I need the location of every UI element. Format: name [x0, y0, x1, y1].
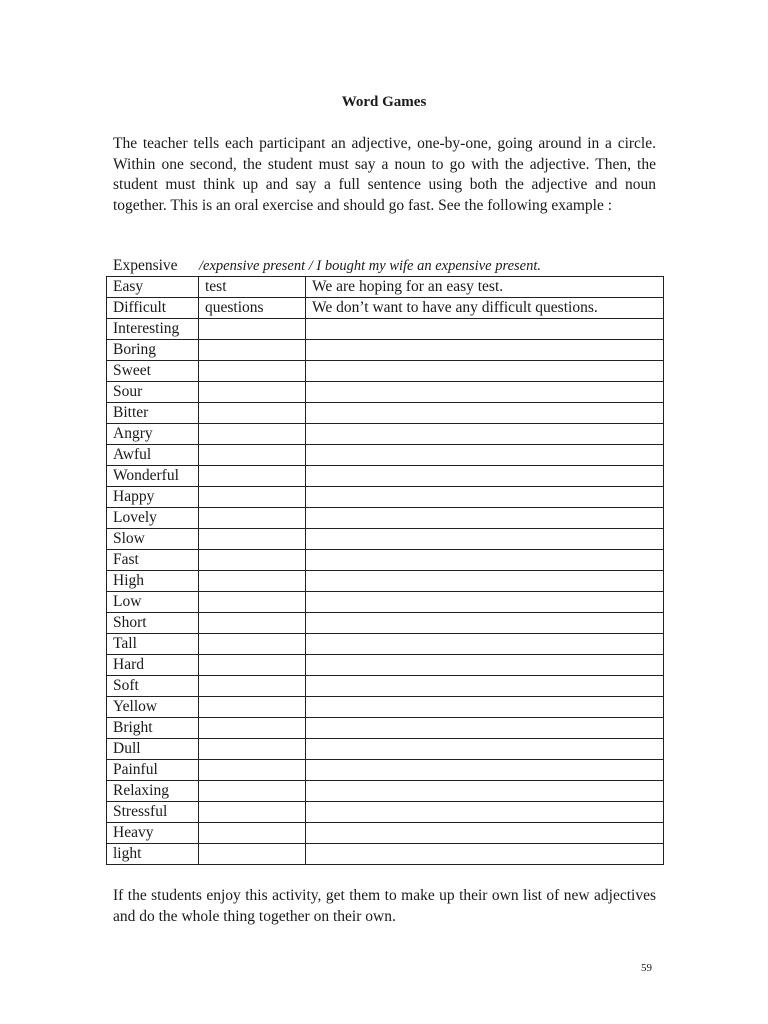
- adjective-cell: Heavy: [107, 823, 199, 844]
- table-row: [107, 529, 664, 550]
- adjective-cell: light: [107, 844, 199, 865]
- page-title: Word Games: [341, 94, 427, 110]
- adjective-cell: Low: [107, 592, 199, 613]
- sentence-cell: [306, 319, 664, 340]
- table-row: [107, 445, 664, 466]
- adjective-cell: Painful: [107, 760, 199, 781]
- noun-cell: [199, 613, 306, 634]
- table-row: [107, 424, 664, 445]
- table-row: [107, 466, 664, 487]
- noun-cell: [199, 760, 306, 781]
- table-row: [107, 739, 664, 760]
- table-row: [107, 382, 664, 403]
- noun-cell: [199, 697, 306, 718]
- table-row: [107, 718, 664, 739]
- noun-cell: questions: [199, 298, 306, 319]
- adjective-cell: High: [107, 571, 199, 592]
- sentence-cell: [306, 340, 664, 361]
- table-row: [107, 613, 664, 634]
- adjective-cell: Stressful: [107, 802, 199, 823]
- table-row: [107, 592, 664, 613]
- sentence-cell: [306, 424, 664, 445]
- adjective-cell: Short: [107, 613, 199, 634]
- noun-cell: [199, 466, 306, 487]
- table-row: [107, 403, 664, 424]
- table-row: [107, 277, 664, 298]
- table-row: [107, 844, 664, 865]
- noun-cell: [199, 361, 306, 382]
- sentence-cell: [306, 697, 664, 718]
- table-row: [107, 802, 664, 823]
- noun-cell: [199, 382, 306, 403]
- outro-paragraph: If the students enjoy this activity, get them to make up their own list of new adjectives and do the whole thing together on their own.: [113, 887, 656, 925]
- sentence-cell: [306, 634, 664, 655]
- adjective-cell: Wonderful: [107, 466, 199, 487]
- noun-cell: [199, 571, 306, 592]
- sentence-cell: [306, 445, 664, 466]
- table-row: [107, 655, 664, 676]
- sentence-cell: We don’t want to have any difficult questions.: [306, 298, 664, 319]
- table-row: [107, 823, 664, 844]
- noun-cell: [199, 487, 306, 508]
- noun-cell: [199, 676, 306, 697]
- adjective-cell: Tall: [107, 634, 199, 655]
- sentence-cell: [306, 613, 664, 634]
- example-line: [113, 256, 673, 276]
- noun-cell: [199, 445, 306, 466]
- sentence-cell: [306, 823, 664, 844]
- adjective-cell: Happy: [107, 487, 199, 508]
- sentence-cell: [306, 508, 664, 529]
- adjective-cell: Angry: [107, 424, 199, 445]
- sentence-cell: [306, 739, 664, 760]
- page-number: 59: [641, 962, 652, 974]
- table-row: [107, 760, 664, 781]
- sentence-cell: [306, 487, 664, 508]
- adjective-cell: Slow: [107, 529, 199, 550]
- noun-cell: [199, 802, 306, 823]
- noun-cell: [199, 592, 306, 613]
- table-row: [107, 361, 664, 382]
- table-row: [107, 508, 664, 529]
- noun-cell: [199, 718, 306, 739]
- noun-cell: [199, 508, 306, 529]
- example-text: /expensive present / I bought my wife an expensive present.: [199, 258, 541, 274]
- adjective-cell: Interesting: [107, 319, 199, 340]
- intro-paragraph: The teacher tells each participant an adjective, one-by-one, going around in a circle. Within one second, the student must say a noun to go with the adjective. Then, the student must think up and say a full sentence using both the adjective and noun together. This is an oral exercise and should go fast. See the following example :: [113, 135, 656, 214]
- table-row: [107, 298, 664, 319]
- adjective-table: [106, 276, 664, 865]
- sentence-cell: We are hoping for an easy test.: [306, 277, 664, 298]
- sentence-cell: [306, 781, 664, 802]
- adjective-cell: Bitter: [107, 403, 199, 424]
- noun-cell: [199, 529, 306, 550]
- noun-cell: [199, 739, 306, 760]
- table-row: [107, 634, 664, 655]
- adjective-cell: Fast: [107, 550, 199, 571]
- noun-cell: [199, 634, 306, 655]
- sentence-cell: [306, 466, 664, 487]
- adjective-cell: Sour: [107, 382, 199, 403]
- sentence-cell: [306, 361, 664, 382]
- noun-cell: [199, 655, 306, 676]
- noun-cell: [199, 319, 306, 340]
- sentence-cell: [306, 718, 664, 739]
- adjective-cell: Boring: [107, 340, 199, 361]
- table-row: [107, 487, 664, 508]
- table-row: [107, 571, 664, 592]
- noun-cell: [199, 424, 306, 445]
- sentence-cell: [306, 382, 664, 403]
- sentence-cell: [306, 844, 664, 865]
- adjective-cell: Lovely: [107, 508, 199, 529]
- sentence-cell: [306, 550, 664, 571]
- noun-cell: [199, 403, 306, 424]
- table-row: [107, 319, 664, 340]
- sentence-cell: [306, 655, 664, 676]
- adjective-cell: Yellow: [107, 697, 199, 718]
- table-row: [107, 781, 664, 802]
- noun-cell: [199, 550, 306, 571]
- adjective-cell: Easy: [107, 277, 199, 298]
- table-row: [107, 340, 664, 361]
- adjective-cell: Difficult: [107, 298, 199, 319]
- noun-cell: [199, 844, 306, 865]
- table-row: [107, 697, 664, 718]
- sentence-cell: [306, 592, 664, 613]
- adjective-cell: Awful: [107, 445, 199, 466]
- table-row: [107, 676, 664, 697]
- sentence-cell: [306, 571, 664, 592]
- adjective-cell: Bright: [107, 718, 199, 739]
- adjective-cell: Relaxing: [107, 781, 199, 802]
- adjective-cell: Soft: [107, 676, 199, 697]
- adjective-cell: Sweet: [107, 361, 199, 382]
- table-row: [107, 550, 664, 571]
- adjective-cell: Hard: [107, 655, 199, 676]
- noun-cell: [199, 781, 306, 802]
- noun-cell: [199, 823, 306, 844]
- noun-cell: test: [199, 277, 306, 298]
- adjective-cell: Dull: [107, 739, 199, 760]
- sentence-cell: [306, 760, 664, 781]
- sentence-cell: [306, 403, 664, 424]
- adjective-table-body: [107, 277, 664, 865]
- sentence-cell: [306, 802, 664, 823]
- example-adjective: Expensive: [113, 257, 178, 274]
- sentence-cell: [306, 676, 664, 697]
- sentence-cell: [306, 529, 664, 550]
- noun-cell: [199, 340, 306, 361]
